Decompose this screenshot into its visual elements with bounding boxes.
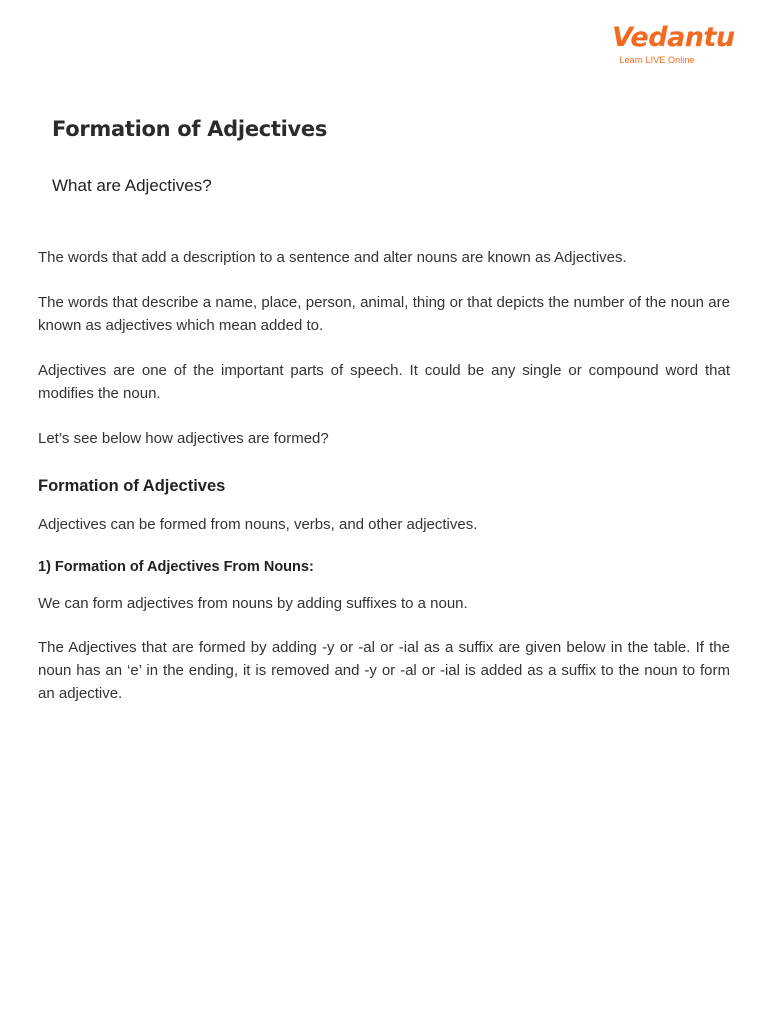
subsection-paragraph-1: We can form adjectives from nouns by adding suffixes to a noun. — [38, 595, 468, 612]
section-heading: Formation of Adjectives — [38, 477, 226, 495]
intro-paragraph-3: Adjectives are one of the important parts of speech. It could be any single or compound word that modifies the noun. — [38, 362, 730, 402]
document-body — [38, 246, 730, 705]
document-subtitle: What are Adjectives? — [52, 176, 212, 195]
intro-paragraph-1: The words that add a description to a sentence and alter nouns are known as Adjectives. — [38, 249, 627, 266]
intro-paragraph-2: The words that describe a name, place, person, animal, thing or that depicts the number of the noun are known as adjectives which mean added to. — [38, 294, 730, 334]
vedantu-logo — [612, 22, 735, 65]
logo-tagline: Learn LIVE Online — [619, 55, 695, 65]
section-paragraph: Adjectives can be formed from nouns, verbs, and other adjectives. — [38, 516, 478, 533]
document-title: Formation of Adjectives — [52, 117, 328, 141]
subsection-heading: 1) Formation of Adjectives From Nouns: — [38, 559, 314, 575]
subsection-paragraph-2: The Adjectives that are formed by adding -y or -al or -ial as a suffix are given below in the table. If the noun has an ‘e’ in the ending, it is removed and -y or -al or -ial is added as a suffix to the noun to form an adjective. — [38, 639, 730, 702]
logo-wordmark: Vedantu — [612, 22, 735, 53]
intro-paragraph-4: Let’s see below how adjectives are formed? — [38, 430, 329, 447]
